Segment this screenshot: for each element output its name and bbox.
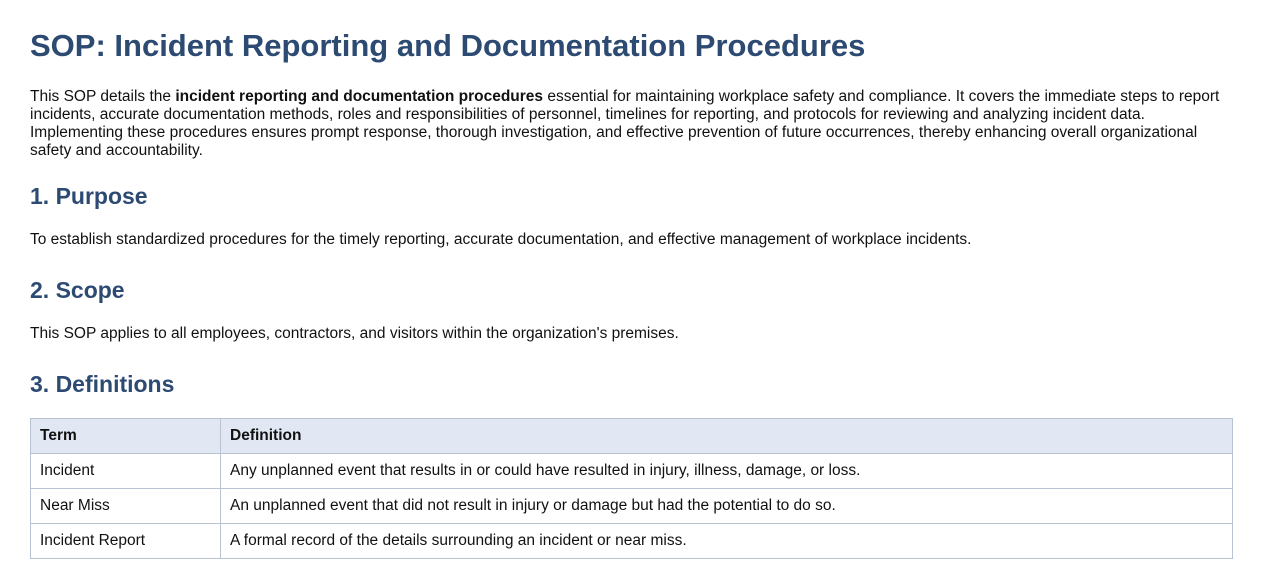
table-cell-definition: A formal record of the details surrounding an incident or near miss. (221, 524, 1233, 559)
table-row (31, 524, 1233, 559)
table-header-row (31, 419, 1233, 454)
intro-text-end: essential for maintaining workplace safety and compliance. It covers the immediate steps to report incidents, accurate documentation methods, roles and responsibilities of personnel, timelines for reporting, and protocols for reviewing and analyzing incident data. Implementing these procedures ensures prompt response, thorough investigation, and effective prevention of future occurrences, thereby enhancing overall organizational safety and accountability. (30, 88, 1220, 159)
table-row (31, 454, 1233, 489)
table-cell-term: Near Miss (31, 489, 221, 524)
section-heading-purpose: 1. Purpose (30, 183, 148, 209)
table-cell-term: Incident (31, 454, 221, 489)
table-row (31, 489, 1233, 524)
intro-paragraph (30, 88, 1233, 160)
table-cell-definition: An unplanned event that did not result in injury or damage but had the potential to do so. (221, 489, 1233, 524)
table-header-term: Term (31, 419, 221, 454)
section-heading-definitions: 3. Definitions (30, 371, 175, 397)
section-heading-scope: 2. Scope (30, 277, 125, 303)
table-cell-definition: Any unplanned event that results in or could have resulted in injury, illness, damage, or loss. (221, 454, 1233, 489)
section-text-scope: This SOP applies to all employees, contractors, and visitors within the organization's premises. (30, 325, 679, 342)
section-text-purpose: To establish standardized procedures for the timely reporting, accurate documentation, and effective management of workplace incidents. (30, 231, 972, 248)
page-title: SOP: Incident Reporting and Documentation Procedures (30, 28, 866, 63)
definitions-table (30, 418, 1233, 559)
intro-text-bold: incident reporting and documentation procedures (175, 88, 544, 105)
intro-text-start: This SOP details the (30, 88, 176, 105)
table-header-definition: Definition (221, 419, 1233, 454)
table-cell-term: Incident Report (31, 524, 221, 559)
